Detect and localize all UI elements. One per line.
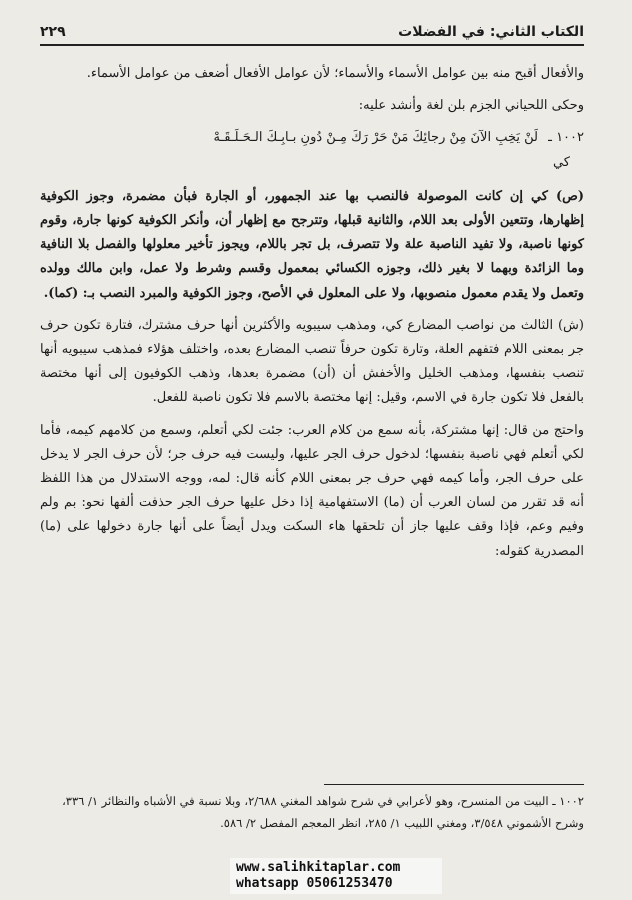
watermark-phone: whatsapp 05061253470	[236, 876, 393, 891]
watermark	[230, 858, 442, 894]
argument-paragraph: واحتج من قال: إنها مشتركة، بأنه سمع من كلام العرب: جئت لكي أتعلم، وسمع من كلامهم كيمه، فأما لكي أتعلم فهي ناصبة بنفسها؛ لدخول حرف الجر عليها، وليست فيه حرف جر؛ لأن حرف الجر لا يدخل على حرف الجر، وأما كيمه فهي حرف جر بمعنى اللام كأنه قال: لمه، ووجه الاستدلال من هذا اللفظ أنه قد تقرر من لسان العرب أن (ما) الاستفهامية إذا دخل عليها حرف الجر حذفت ألفها نحو: بم ولم وفيم وعم، فإذا وقف عليها جاز أن تلحقها هاء السكت ويدل أيضاً على أنها جارة دخولها على (ما) المصدرية كقوله:	[40, 422, 584, 559]
page-number: ٢٢٩	[40, 24, 66, 40]
sharh-paragraph: (ش) الثالث من نواصب المضارع كي، ومذهب سيبويه والأكثرين أنها حرف مشترك، فتارة تكون حرف جر بمعنى اللام فتفهم العلة، وتارة تكون حرفاً تنصب المضارع بعده، واختلف هؤلاء فمذهب سيبويه أنها تنصب بنفسها، ومذهب الخليل والأخفش أن (أن) مضمرة بعدها، وذهب الكوفيون إلى أنها مختصة بالفعل فلا تكون جارة في الاسم، وقيل: إنها مختصة بالاسم فلا تكون ناصبة للفعل.	[40, 317, 584, 406]
paragraph-2: وحكى اللحياني الجزم بلن لغة وأنشد عليه:	[358, 98, 584, 114]
running-header	[40, 12, 584, 40]
footnote-rule	[324, 784, 584, 785]
main-text	[40, 62, 584, 572]
paragraph-1: والأفعال أقبح منه بين عوامل الأسماء والأسماء؛ لأن عوامل الأفعال أضعف من عوامل الأسماء.	[86, 66, 584, 81]
watermark-url: www.salihkitaplar.com	[236, 860, 401, 875]
matn-paragraph: (ص) كي إن كانت الموصولة فالنصب بها عند الجمهور، أو الجارة فبأن مضمرة، وجوز الكوفية إظهارها، وتتعين الأولى بعد اللام، والثانية قبلها، وتترجح مع إظهار أن، وأنكر الكوفية كونها جارة، وقوم كونها ناصبة، ولا تفيد الناصبة علة ولا تتصرف، بل تجر باللام، ويجوز تأخير معلولها والفصل بلا النافية وما الزائدة وبهما لا بغير ذلك، وجوزه الكسائي بمعمول وقسم وشرط ولا عمل، وابن مالك وولده وتعمل ولا يقدم معمول منصوبها، ولا على المعلول في الأصح، وجوز الكوفية والمبرد النصب بـ: (كما).	[40, 188, 584, 301]
header-rule	[40, 44, 584, 46]
verse-tail: كي	[552, 154, 570, 170]
footnote: ١٠٠٢ ـ البيت من المنسرح، وهو لأعرابي في شرح شواهد المغني ٢/٦٨٨، وبلا نسبة في الأشباه والنظائر ١/ ٣٣٦، وشرح الأشموني ٣/٥٤٨، ومغني اللبيب ١/ ٢٨٥، انظر المعجم المفصل ٢/ ٥٨٦.	[62, 794, 584, 830]
poetry-verse	[40, 126, 584, 174]
chapter-title: الكتاب الثاني: في الفضلات	[398, 24, 584, 40]
verse-text: لَنْ يَخِبِ الآنَ مِنْ رجائِكَ مَنْ حَرْ رَكَ مِـنْ دُونِ بـابِـكَ الـحَـلَـقَـهْ	[213, 130, 538, 146]
verse-number: ١٠٠٢ ـ	[548, 130, 584, 146]
